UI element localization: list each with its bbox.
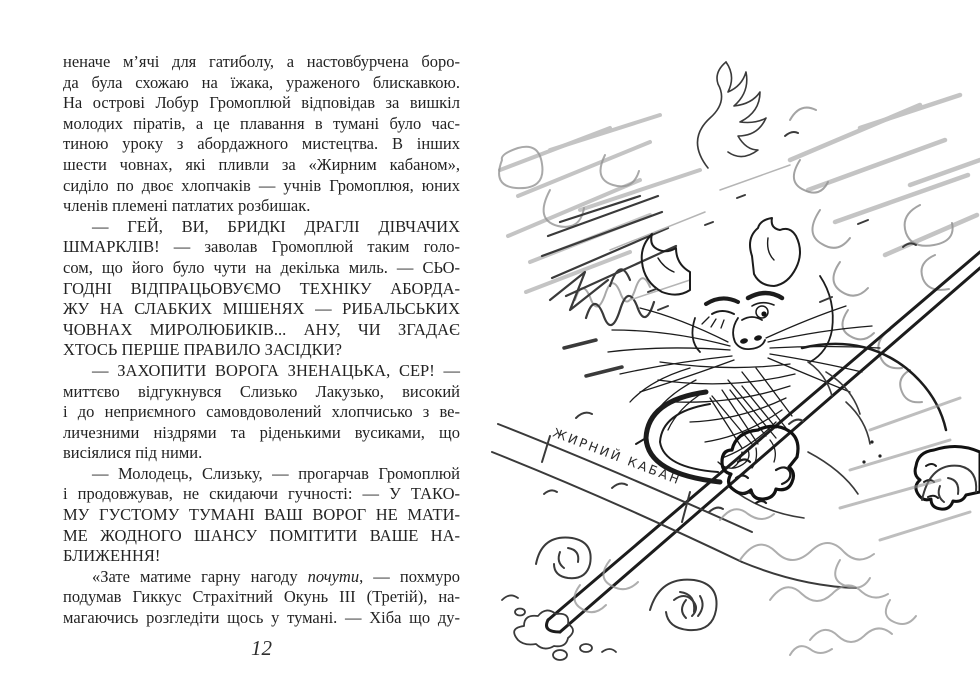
paragraph	[63, 464, 460, 567]
text-line: МУ ГУСТОМУ ТУМАНІ ВАШ ВОРОГ НЕ МАТИ-	[63, 505, 460, 525]
left-eye	[712, 311, 734, 314]
text-line: і продовжував, не скидаючи гучності: — У ТАКО-	[63, 484, 460, 504]
text-line: ЖУ НА СЛАБКИХ МІШЕНЯХ — РИБАЛЬСЬКИХ	[63, 299, 460, 319]
motion-lines	[610, 165, 790, 300]
text-segment: «Зате матиме гарну нагоду	[92, 566, 308, 586]
text-line: магаючись розгледіти щось у тумані. — Хіба що ду-	[63, 608, 460, 628]
text-line: — ЗАХОПИТИ ВОРОГА ЗНЕНАЦЬКА, СЕР! —	[92, 360, 460, 380]
text-line: молодих піратів, а це плавання в тумані було час-	[63, 113, 460, 133]
text-line: личезними ніздрями та ріденькими вусиками, що	[63, 422, 460, 442]
text-line: ЧОВНАХ МИРОЛЮБИКІВ... АНУ, ЧИ ЗГАДАЄ	[63, 319, 460, 339]
boat-name-label: ЖИРНИЙ КАБАН	[550, 424, 684, 488]
text-line	[63, 567, 460, 588]
right-horn	[750, 218, 800, 286]
text-line: миттєво відгукнувся Слизько Лакузько, високий	[63, 381, 460, 401]
text-line: шести човнах, які пливли за «Жирним кабаном»,	[63, 154, 460, 174]
paragraph	[63, 52, 460, 217]
left-eyebrow	[706, 298, 738, 304]
text-line: і до неприємного самовдоволений хлопчисько з ве-	[63, 402, 460, 422]
text-line: ШМАРКЛІВ! — заволав Громоплюй таким голо-	[63, 237, 460, 257]
text-line: да була схожаю на їжака, ураженого блискавкою.	[63, 72, 460, 92]
text-line: сиділо по двоє хлопчаків — учнів Громоплюя, юних	[63, 175, 460, 195]
text-line: — ГЕЙ, ВИ, БРИДКІ ДРАГЛІ ДІВЧАЧИХ	[92, 216, 460, 236]
boat-hull-sketch	[492, 424, 856, 588]
text-line: висіялися під ними.	[63, 443, 203, 463]
helmet	[668, 257, 828, 316]
face-outline	[810, 276, 833, 362]
paragraph	[63, 567, 460, 629]
right-pupil	[761, 311, 766, 316]
fog-scribble-left	[500, 115, 700, 292]
text-line: ХТОСЬ ПЕРШЕ ПРАВИЛО ЗАСІДКИ?	[63, 340, 342, 360]
text-line: подумав Гиккус Страхітний Окунь ІІІ (Третій), на-	[63, 587, 460, 607]
paragraph	[63, 217, 460, 361]
nose	[733, 318, 765, 349]
right-eye	[756, 306, 768, 318]
nostril	[739, 337, 748, 344]
illustration	[490, 0, 980, 700]
text-line: — Молодець, Слизьку, — прогарчав Громоплюй	[92, 463, 460, 483]
smoke-swirl	[697, 62, 766, 168]
italic-word: почути	[307, 566, 360, 586]
page-number: 12	[251, 636, 272, 660]
text-line: ГОДНІ ВІДПРАЦЬОВУЄМО ТЕХНІКУ АБОРДА-	[63, 278, 460, 298]
nostril	[753, 334, 762, 341]
text-line: неначе м’ячі для гатиболу, а настовбурчена боро-	[63, 52, 460, 71]
right-eyebrow	[748, 293, 782, 298]
text-line: тиною уроку з абордажного мистецтва. В інших	[63, 134, 460, 154]
book-page-text	[63, 52, 460, 629]
text-line: МЕ ЖОДНОГО ШАНСУ ПОМІТИТИ ВАШЕ НА-	[63, 525, 460, 545]
text-segment: , — похмуро	[359, 566, 460, 586]
text-line: БЛИЖЕННЯ!	[63, 546, 161, 566]
text-line: На острові Лобур Громоплюй відповідав за вишкіл	[63, 93, 460, 113]
text-line: сом, що його було чути на декілька миль. — СЬО-	[63, 257, 460, 277]
paragraph	[63, 361, 460, 464]
text-line: членів племені патлатих розбишак.	[63, 196, 311, 216]
